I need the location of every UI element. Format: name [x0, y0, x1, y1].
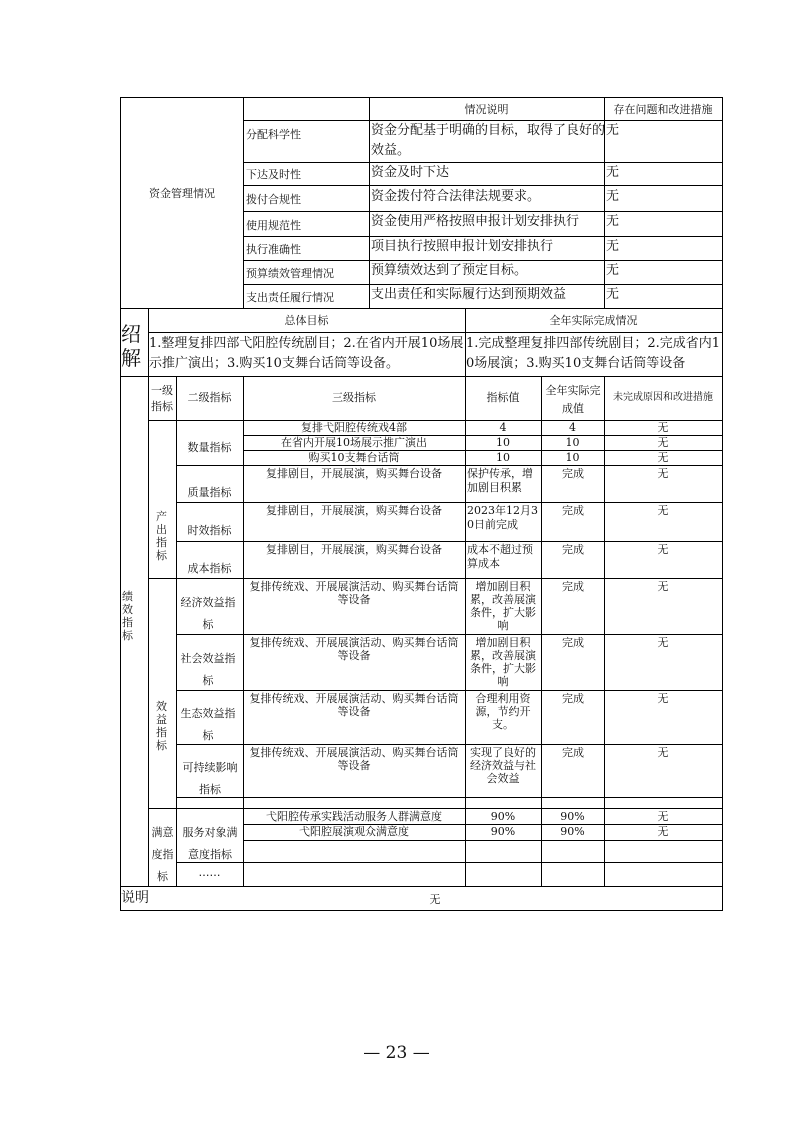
- service-satisfaction-label: 服务对象满意度指标: [182, 826, 238, 861]
- header-l2: 二级指标: [187, 391, 232, 404]
- quality-value: 保护传承，增加剧目积累: [467, 467, 533, 494]
- timeliness-l3: 复排剧目，开展展演，购买舞台设备: [266, 504, 442, 517]
- benefit-row-reason: 无: [657, 580, 669, 593]
- fund-item-issue: 无: [606, 189, 620, 204]
- benefit-row-value: 增加剧目积累，改善展演条件，扩大影响: [470, 580, 536, 632]
- fund-item-issue: 无: [606, 123, 620, 138]
- page-number: — 23 —: [363, 1043, 430, 1063]
- fund-item-desc: 项目执行按照申报计划安排执行: [371, 239, 554, 254]
- benefit-row-reason: 无: [657, 746, 669, 759]
- benefit-row-l3: 复排传统戏、开展展演活动、购买舞台话筒等设备: [249, 580, 459, 606]
- fund-item-desc: 资金使用严格按照申报计划安排执行: [371, 214, 580, 229]
- fund-item-label: 执行准确性: [246, 243, 301, 256]
- quantity-row-reason: 无: [657, 451, 669, 464]
- goals-header-actual: 全年实际完成情况: [549, 314, 638, 327]
- quantity-indicator-label: 数量指标: [187, 441, 232, 454]
- quality-l3: 复排剧目，开展展演，购买舞台设备: [266, 467, 442, 480]
- fund-item-label: 拨付合规性: [246, 193, 301, 206]
- quantity-row-value: 10: [496, 451, 510, 464]
- goals-total-text: 1.整理复排四部弋阳腔传统剧目；2.在省内开展10场展示推广演出；3.购买10支舞台话筒等设备。: [149, 336, 464, 371]
- benefit-row-value: 增加剧目积累，改善展演条件，扩大影响: [470, 636, 536, 688]
- goals-header-total: 总体目标: [284, 314, 329, 327]
- fund-item-issue: 无: [606, 239, 620, 254]
- quality-indicator-label: 质量指标: [187, 486, 232, 499]
- fund-mgmt-header-desc: 情况说明: [464, 103, 509, 116]
- satisfaction-row-value: 90%: [490, 825, 516, 838]
- quantity-row-value: 10: [496, 436, 510, 449]
- quality-done: 完成: [562, 467, 584, 480]
- output-indicator-label: 产出指标: [156, 510, 167, 562]
- cost-done: 完成: [562, 543, 584, 556]
- satisfaction-indicator-label: 满意度指标: [151, 826, 174, 883]
- quantity-row-l3: 购买10支舞台话筒: [308, 451, 400, 464]
- fund-item-desc: 支出责任和实际履行达到预期效益: [371, 287, 567, 302]
- timeliness-value: 2023年12月30日前完成: [467, 504, 538, 531]
- benefit-row-done: 完成: [562, 692, 584, 705]
- indicators-side-label: 绩效指标: [122, 590, 133, 642]
- cost-value: 成本不超过预算成本: [467, 543, 533, 570]
- fund-item-desc: 资金及时下达: [371, 165, 450, 180]
- header-reason: 未完成原因和改进措施: [613, 392, 713, 403]
- goals-side-label: 绍解: [121, 322, 141, 370]
- benefit-row-reason: 无: [657, 692, 669, 705]
- goals-actual-text: 1.完成整理复排四部传统剧目；2.完成省内10场展演；3.购买10支舞台话筒等设备: [466, 336, 721, 371]
- note-value: 无: [429, 893, 441, 906]
- satisfaction-row-done: 90%: [560, 810, 585, 823]
- benefit-indicator-label: 效益指标: [156, 700, 167, 752]
- cost-reason: 无: [657, 543, 669, 556]
- benefit-row-reason: 无: [657, 636, 669, 649]
- timeliness-indicator-label: 时效指标: [187, 524, 232, 537]
- fund-item-label: 使用规范性: [246, 219, 301, 232]
- timeliness-reason: 无: [657, 504, 669, 517]
- satisfaction-row-reason: 无: [657, 825, 669, 838]
- quality-reason: 无: [657, 467, 669, 480]
- fund-item-issue: 无: [606, 263, 620, 278]
- quantity-row-done: 10: [565, 451, 580, 464]
- note-label: 说明: [121, 890, 149, 906]
- fund-item-issue: 无: [606, 287, 620, 302]
- satisfaction-row-value: 90%: [490, 810, 516, 823]
- quantity-row-done: 10: [565, 436, 580, 449]
- timeliness-done: 完成: [562, 504, 584, 517]
- quantity-row-value: 4: [499, 421, 507, 434]
- fund-item-label: 分配科学性: [246, 128, 301, 141]
- fund-item-label: 下达及时性: [246, 168, 301, 181]
- benefit-row-done: 完成: [562, 636, 584, 649]
- satisfaction-row-reason: 无: [657, 810, 669, 823]
- benefit-row-l3: 复排传统戏、开展展演活动、购买舞台话筒等设备: [249, 692, 459, 718]
- benefit-row-done: 完成: [562, 580, 584, 593]
- satisfaction-row-done: 90%: [560, 825, 585, 838]
- benefit-row-label: 经济效益指标: [180, 596, 236, 631]
- cost-l3: 复排剧目，开展展演，购买舞台设备: [266, 543, 442, 556]
- satisfaction-row-l3: 弋阳腔展演观众满意度: [299, 825, 409, 838]
- ellipsis-label: ……: [198, 866, 221, 879]
- benefit-row-l3: 复排传统戏、开展展演活动、购买舞台话筒等设备: [249, 636, 459, 662]
- quantity-row-reason: 无: [657, 421, 669, 434]
- benefit-row-label: 社会效益指标: [180, 652, 236, 687]
- quantity-row-l3: 复排弋阳腔传统戏4部: [301, 421, 407, 434]
- fund-item-desc: 资金分配基于明确的目标，取得了良好的效益。: [371, 123, 606, 158]
- benefit-row-done: 完成: [562, 746, 584, 759]
- cost-indicator-label: 成本指标: [187, 562, 232, 575]
- fund-item-label: 预算绩效管理情况: [246, 267, 334, 280]
- fund-item-issue: 无: [606, 165, 620, 180]
- header-done: 全年实际完成值: [545, 384, 601, 415]
- benefit-row-label: 生态效益指标: [180, 707, 236, 742]
- fund-item-desc: 资金拨付符合法律法规要求。: [371, 189, 541, 204]
- benefit-row-value: 合理利用资源，节约开支。: [475, 692, 531, 731]
- quantity-row-reason: 无: [657, 436, 669, 449]
- quantity-row-done: 4: [569, 421, 576, 434]
- fund-item-issue: 无: [606, 214, 620, 229]
- fund-item-label: 支出责任履行情况: [246, 291, 334, 304]
- satisfaction-row-l3: 弋阳腔传承实践活动服务人群满意度: [266, 810, 442, 823]
- quantity-row-l3: 在省内开展10场展示推广演出: [281, 436, 427, 449]
- fund-mgmt-header-issue: 存在问题和改进措施: [613, 103, 713, 116]
- header-l3: 三级指标: [332, 391, 376, 404]
- header-value: 指标值: [486, 391, 520, 404]
- benefit-row-label: 可持续影响 指标: [182, 761, 238, 796]
- benefit-row-l3: 复排传统戏、开展展演活动、购买舞台话筒等设备: [249, 746, 459, 772]
- fund-item-desc: 预算绩效达到了预定目标。: [371, 263, 528, 278]
- fund-mgmt-section-label: 资金管理情况: [149, 187, 215, 200]
- header-l1: 一级指标: [151, 384, 173, 413]
- benefit-row-value: 实现了良好的经济效益与社会效益: [470, 746, 536, 785]
